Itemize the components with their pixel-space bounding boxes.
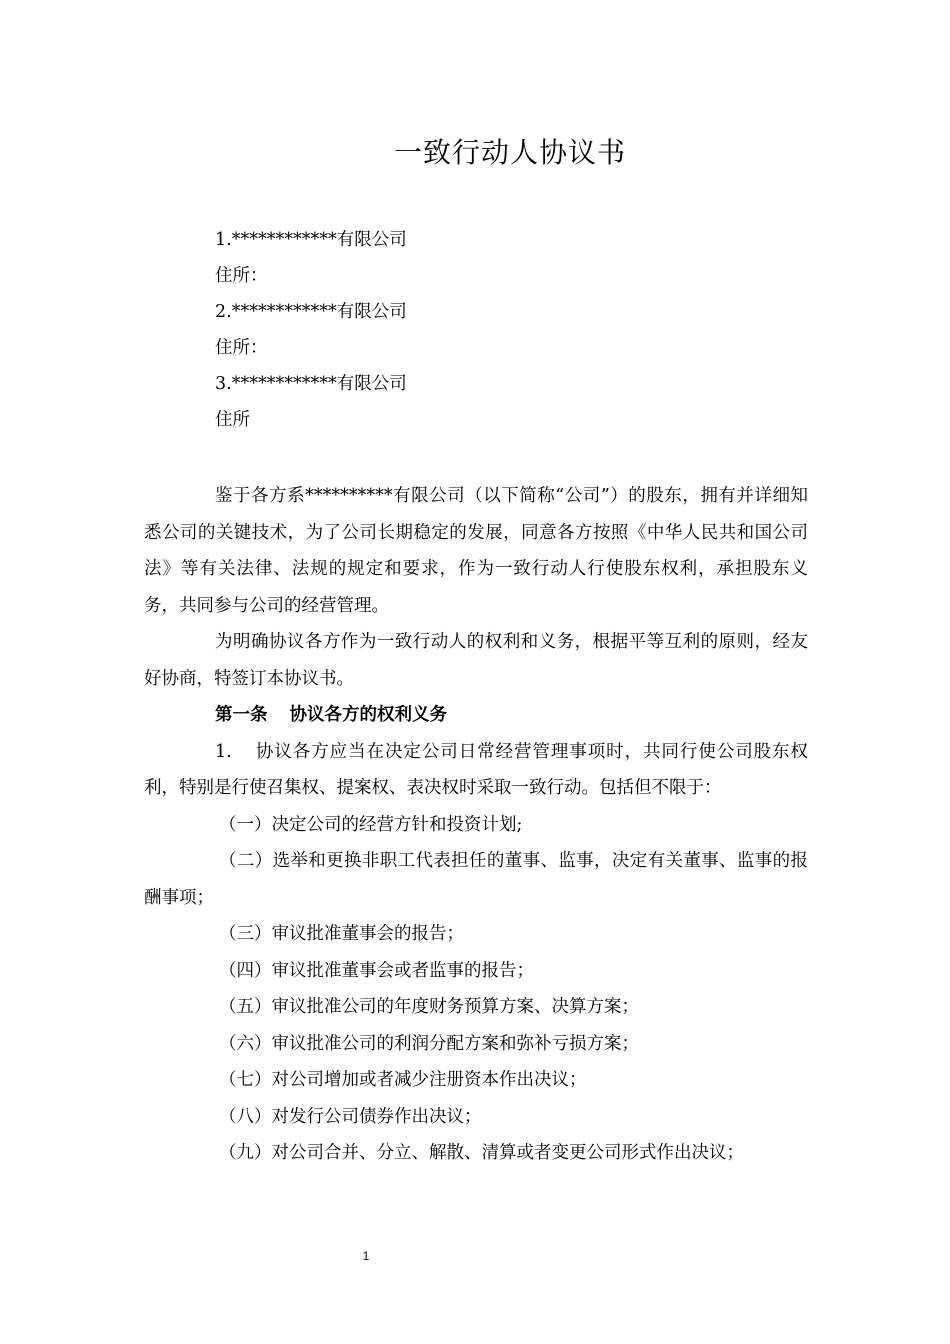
clause-1-number: 1.: [215, 741, 232, 762]
list-item-9: （九）对公司合并、分立、解散、清算或者变更公司形式作出决议；: [219, 1143, 744, 1163]
document-body: [144, 478, 808, 1172]
party-2-name: 2.************有限公司: [215, 302, 407, 322]
preamble-paragraph-2: 为明确协议各方作为一致行动人的权利和义务，根据平等互利的原则，经友好协商，特签订本协议书。: [144, 632, 808, 689]
list-item-1: （一）决定公司的经营方针和投资计划;: [219, 814, 523, 835]
list-item-8: （八）对发行公司债券作出决议；: [219, 1106, 482, 1127]
article-1-heading: [144, 697, 808, 734]
list-item-3: （三）审议批准董事会的报告；: [219, 924, 464, 944]
parties-list: [215, 226, 407, 442]
clause-1-text: 协议各方应当在决定公司日常经营管理事项时，共同行使公司股东权利，特别是行使召集权、提案权、表决权时采取一致行动。包括但不限于：: [144, 741, 808, 798]
document-title: 一致行动人协议书: [393, 136, 626, 169]
article-1-number: 第一条: [215, 705, 268, 725]
preamble-paragraph-1: 鉴于各方系**********有限公司（以下简称“公司”）的股东，拥有并详细知悉公司的关键技术，为了公司长期稳定的发展，同意各方按照《中华人民共和国公司法》等有关法律、法规的规定和要求，作为一致行动人行使股东权利，承担股东义务，共同参与公司的经营管理。: [144, 486, 808, 616]
party-2-address-label: 住所：: [215, 338, 268, 358]
list-item-6: （六）审议批准公司的利润分配方案和弥补亏损方案；: [219, 1033, 639, 1054]
list-item-5: （五）审议批准公司的年度财务预算方案、决算方案；: [219, 997, 639, 1017]
list-item-2: （二）选举和更换非职工代表担任的董事、监事，决定有关董事、监事的报酬事项；: [144, 851, 808, 908]
party-3-address-label: 住所: [215, 410, 250, 430]
page-number: 1: [362, 1249, 370, 1263]
clause-1: [144, 734, 808, 807]
list-item-7: （七）对公司增加或者减少注册资本作出决议；: [219, 1070, 587, 1090]
article-1-title: 协议各方的权利义务: [289, 705, 447, 725]
party-1-address-label: 住所：: [215, 266, 268, 286]
party-3-name: 3.************有限公司: [215, 374, 407, 394]
party-1-name: 1.************有限公司: [215, 230, 407, 250]
list-item-4: （四）审议批准董事会或者监事的报告；: [219, 960, 534, 981]
